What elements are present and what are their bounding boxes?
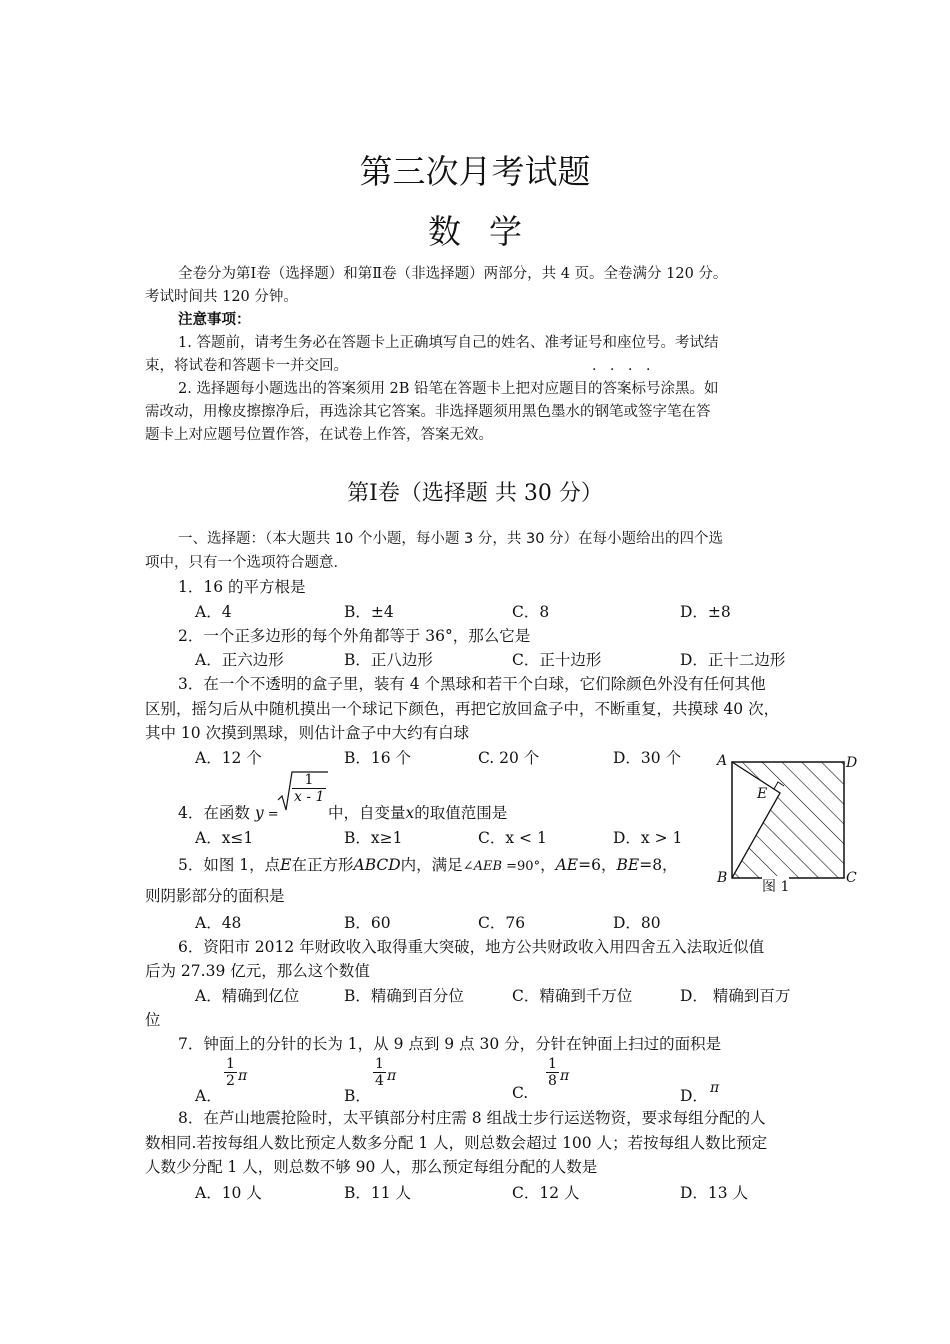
q8-option-c: C．12 人 (512, 1184, 580, 1202)
part-heading-cont: 项中，只有一个选项符合题意． (145, 555, 348, 571)
question-2-stem: 2．一个正多边形的每个外角都等于 36°，那么它是 (178, 627, 531, 645)
q4-option-c: C．x < 1 (478, 829, 547, 847)
q1-option-a: A．4 (195, 603, 232, 621)
figure-1-square-diagram (712, 752, 867, 897)
var-y: y (254, 804, 264, 822)
q7-option-a-fraction: $\frac{1}{2}$ (226, 1056, 235, 1089)
vertex-label-a: A (717, 753, 728, 769)
intro-line: 全卷分为第Ⅰ卷（选择题）和第Ⅱ卷（非选择题）两部分，共 4 页。全卷满分 120 分。 (178, 266, 728, 282)
q1-option-c: C．8 (512, 603, 550, 621)
page-subtitle: 数学 (428, 212, 550, 251)
intro-line: 考试时间共 120 分钟。 (145, 289, 298, 305)
emphasis-dot: · (646, 362, 651, 378)
vertex-label-e: E (757, 786, 768, 802)
q6-option-c: C．精确到千万位 (512, 987, 633, 1005)
q3-option-c: C. 20 个 (478, 749, 540, 767)
notice-1-cont: 束，将试卷和答题卡一并交回。 (145, 358, 348, 374)
question-7-stem: 7．钟面上的分针的长为 1，从 9 点到 9 点 30 分，分针在钟面上扫过的面积是 (178, 1035, 722, 1053)
notice-2: 2. 选择题每小题选出的答案须用 2B 铅笔在答题卡上把对应题目的答案标号涂黑。如 (178, 381, 719, 397)
question-5-stem-cont: 则阴影部分的面积是 (145, 887, 285, 905)
question-8-stem-cont: 数相同.若按每组人数比预定人数多分配 1 人，则总数会超过 100 人；若按每组人数比预定 (145, 1134, 768, 1152)
figure-caption: 图 1 (762, 876, 789, 896)
q5-option-a: A．48 (195, 914, 242, 932)
question-5-stem: 5．如图 1，点E在正方形ABCD内，满足∠AEB =90°，AE=6，BE=8， (178, 856, 678, 874)
shaded-region (732, 762, 844, 878)
emphasis-dot: · (610, 362, 615, 378)
q5-option-c: C．76 (478, 914, 526, 932)
q3-option-d: D．30 个 (613, 749, 682, 767)
question-6-stem: 6．资阳市 2012 年财政收入取得重大突破，地方公共财政收入用四舍五入法取近似值 (178, 938, 765, 956)
question-4-stem: 4．在函数 y = (178, 804, 279, 822)
q4-option-b: B．x≥1 (344, 829, 403, 847)
q7-pi: π (238, 1068, 248, 1084)
question-3-stem-cont: 区别，摇匀后从中随机摸出一个球记下颜色，再把它放回盒子中，不断重复，共摸球 40 次， (145, 700, 780, 718)
q3-option-a: A．12 个 (195, 749, 262, 767)
part-heading: 一、选择题：（本大题共 10 个小题，每小题 3 分，共 30 分）在每小题给出的四个选 (178, 531, 724, 547)
q3-option-b: B．16 个 (344, 749, 412, 767)
q1-option-d: D．±8 (680, 603, 731, 621)
q4-option-a: A．x≤1 (195, 829, 254, 847)
q7-option-c-label: C. (512, 1084, 529, 1102)
question-3-stem-cont: 其中 10 次摸到黑球，则估计盒子中大约有白球 (145, 724, 470, 742)
q7-option-d-label: D． (680, 1087, 708, 1105)
vertex-label-c: C (846, 870, 857, 886)
notice-2-cont: 需改动，用橡皮擦擦净后，再选涂其它答案。非选择题须用黑色墨水的钢笔或签字笔在答 (145, 404, 711, 420)
q1-option-b: B．±4 (344, 603, 394, 621)
q7-pi: π (560, 1068, 570, 1084)
q7-option-c-fraction: $\frac{1}{8}$ (548, 1056, 557, 1089)
q2-option-d: D．正十二边形 (680, 651, 786, 669)
q7-option-b-label: B． (344, 1087, 371, 1105)
q2-option-c: C．正十边形 (512, 651, 602, 669)
question-8-stem-cont: 人数少分配 1 人，则总数不够 90 人，那么预定每组分配的人数是 (145, 1158, 598, 1176)
sqrt-fraction: $\frac{1}{x - 1}$ (294, 772, 325, 805)
q8-option-b: B．11 人 (344, 1184, 412, 1202)
q2-option-b: B．正八边形 (344, 651, 433, 669)
notice-1: 1. 答题前，请考生务必在答题卡上正确填写自己的姓名、准考证号和座位号。考试结 (178, 335, 719, 351)
emphasis-dot: · (592, 362, 597, 378)
q8-option-d: D．13 人 (680, 1184, 749, 1202)
q7-option-a-label: A． (195, 1087, 222, 1105)
q4-option-d: D．x > 1 (613, 829, 683, 847)
question-3-stem: 3．在一个不透明的盒子里，装有 4 个黑球和若干个白球，它们除颜色外没有任何其他 (178, 675, 766, 693)
vertex-label-b: B (717, 870, 728, 886)
vertex-label-d: D (846, 755, 858, 771)
q6-option-d-cont: 位 (145, 1011, 161, 1029)
q7-pi: π (387, 1068, 397, 1084)
q8-option-a: A．10 人 (195, 1184, 262, 1202)
q2-option-a: A．正六边形 (195, 651, 284, 669)
question-4-stem-cont: 中，自变量x的取值范围是 (328, 804, 508, 822)
q7-option-b-fraction: $\frac{1}{4}$ (375, 1056, 384, 1089)
q7-option-d-pi: π (710, 1080, 720, 1096)
page-title: 第三次月考试题 (359, 152, 591, 191)
section-title: 第Ⅰ卷（选择题 共 30 分） (347, 481, 603, 506)
q5-option-b: B．60 (344, 914, 391, 932)
question-1-stem: 1．16 的平方根是 (178, 578, 306, 596)
q6-option-b: B．精确到百分位 (344, 987, 464, 1005)
emphasis-dot: · (628, 362, 633, 378)
notice-title: 注意事项： (178, 312, 251, 328)
question-6-stem-cont: 后为 27.39 亿元，那么这个数值 (145, 962, 370, 980)
question-8-stem: 8．在芦山地震抢险时，太平镇部分村庄需 8 组战士步行运送物资，要求每组分配的人 (178, 1109, 766, 1127)
q6-option-d: D． 精确到百万 (680, 987, 791, 1005)
q6-option-a: A．精确到亿位 (195, 987, 300, 1005)
q5-option-d: D．80 (613, 914, 661, 932)
notice-2-cont: 题卡上对应题号位置作答，在试卷上作答，答案无效。 (145, 427, 493, 443)
